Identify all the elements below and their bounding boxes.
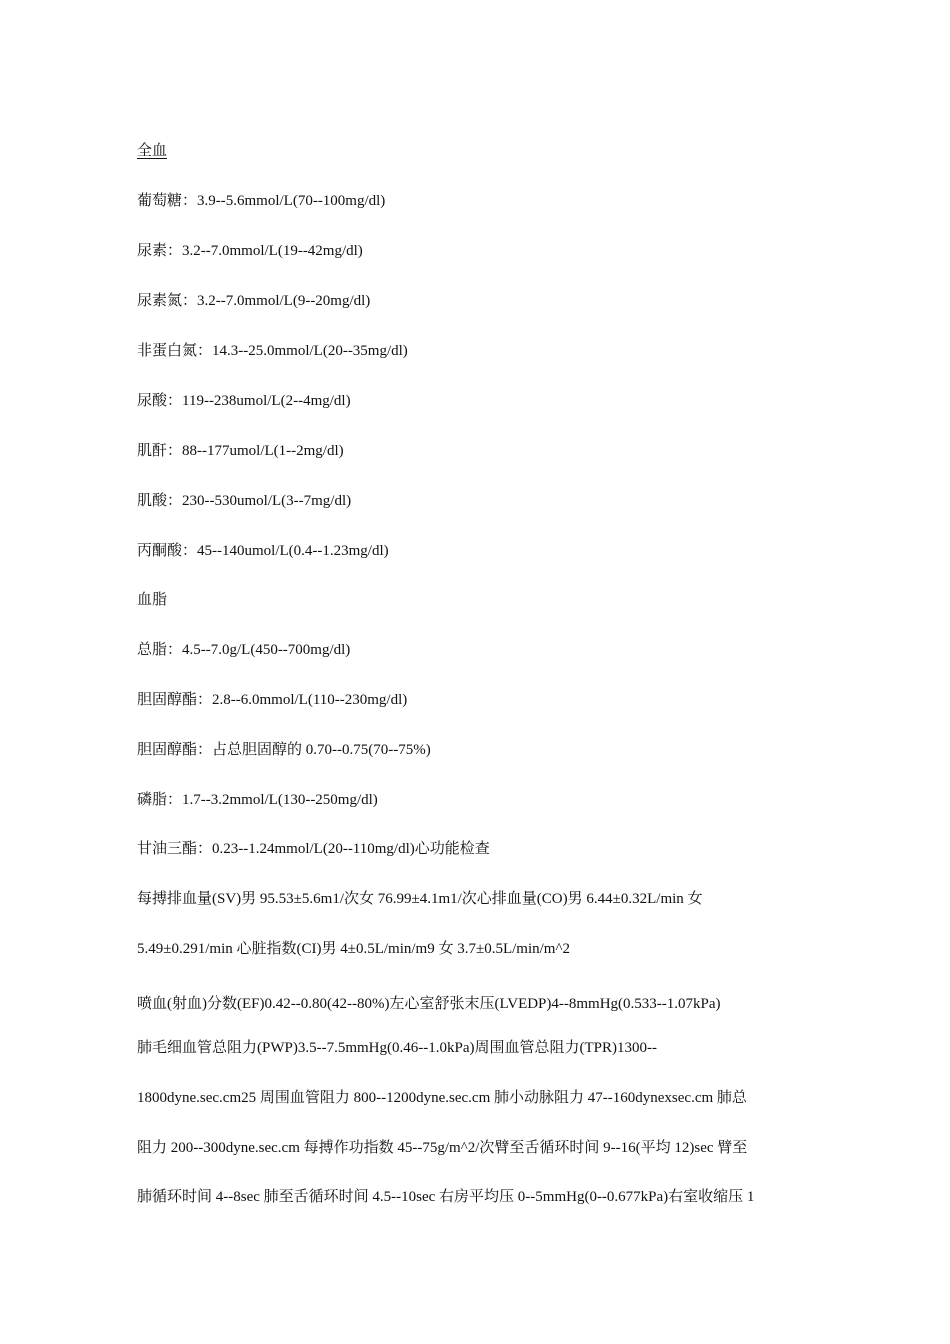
lipid-item-total-lipids: 总脂：4.5--7.0g/L(450--700mg/dl) [137, 642, 351, 658]
whole-blood-item-pyruvate: 丙酮酸：45--140umol/L(0.4--1.23mg/dl) [137, 543, 389, 559]
whole-blood-item-uric-acid: 尿酸：119--238umol/L(2--4mg/dl) [137, 393, 351, 409]
lipid-item-phospholipid: 磷脂：1.7--3.2mmol/L(130--250mg/dl) [137, 792, 378, 808]
cardiac-line-6: 阻力 200--300dyne.sec.cm 每搏作功指数 45--75g/m^2/次臂至舌循环时间 9--16(平均 12)sec 臂至 [137, 1140, 748, 1156]
lipid-item-cholesterol-ester: 胆固醇酯：2.8--6.0mmol/L(110--230mg/dl) [137, 692, 408, 708]
cardiac-line-2: 5.49±0.291/min 心脏指数(CI)男 4±0.5L/min/m9 女 3.7±0.5L/min/m^2 [137, 941, 570, 957]
cardiac-line-4: 肺毛细血管总阻力(PWP)3.5--7.5mmHg(0.46--1.0kPa)周围血管总阻力(TPR)1300-- [137, 1040, 657, 1056]
heading-whole-blood: 全血 [137, 143, 168, 159]
whole-blood-item-urea-nitrogen: 尿素氮：3.2--7.0mmol/L(9--20mg/dl) [137, 293, 371, 309]
whole-blood-item-urea: 尿素：3.2--7.0mmol/L(19--42mg/dl) [137, 243, 363, 259]
lipid-item-triglyceride: 甘油三酯：0.23--1.24mmol/L(20--110mg/dl)心功能检查 [137, 841, 490, 857]
cardiac-line-7: 肺循环时间 4--8sec 肺至舌循环时间 4.5--10sec 右房平均压 0--5mmHg(0--0.677kPa)右室收缩压 1 [137, 1189, 755, 1205]
whole-blood-item-glucose: 葡萄糖：3.9--5.6mmol/L(70--100mg/dl) [137, 193, 386, 209]
whole-blood-item-creatine: 肌酸：230--530umol/L(3--7mg/dl) [137, 493, 352, 509]
heading-blood-lipids: 血脂 [137, 592, 168, 608]
whole-blood-item-non-protein-nitrogen: 非蛋白氮：14.3--25.0mmol/L(20--35mg/dl) [137, 343, 408, 359]
cardiac-line-5: 1800dyne.sec.cm25 周围血管阻力 800--1200dyne.sec.cm 肺小动脉阻力 47--160dynexsec.cm 肺总 [137, 1090, 747, 1106]
whole-blood-item-creatinine: 肌酐：88--177umol/L(1--2mg/dl) [137, 443, 344, 459]
cardiac-line-3: 喷血(射血)分数(EF)0.42--0.80(42--80%)左心室舒张末压(LVEDP)4--8mmHg(0.533--1.07kPa) [137, 996, 721, 1012]
cardiac-line-1: 每搏排血量(SV)男 95.53±5.6m1/次女 76.99±4.1m1/次心排血量(CO)男 6.44±0.32L/min 女 [137, 891, 703, 907]
lipid-item-cholesterol-ester-ratio: 胆固醇酯：占总胆固醇的 0.70--0.75(70--75%) [137, 742, 431, 758]
